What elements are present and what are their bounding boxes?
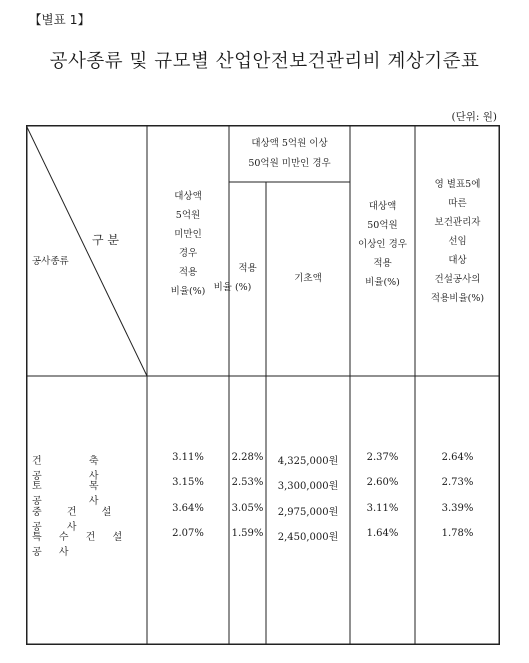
header-base-amount: 기초액: [294, 273, 322, 284]
cell-over50: 3.11%: [366, 503, 399, 514]
cell-base: 2,975,000원: [277, 507, 339, 518]
cell-base: 4,325,000원: [277, 456, 339, 467]
cell-rate: 3.05%: [231, 503, 264, 514]
cell-manager: 3.39%: [441, 503, 474, 514]
cell-under5: 3.64%: [172, 503, 204, 514]
header-group-5to50: 대상액 5억원 이상 50억원 미만인 경우: [248, 138, 331, 169]
row-name: 중 건 설 공 사: [32, 507, 123, 533]
cell-over50: 1.64%: [366, 528, 399, 539]
header-over50: 대상액 50억원 이상인 경우 적용 비율(%): [358, 201, 407, 288]
header-health-manager: 영 별표5에 따른 보건관리자 선임 대상 건설공사의 적용비율(%): [430, 179, 485, 304]
corner-label-top: 구 분: [92, 233, 119, 247]
cell-rate: 1.59%: [231, 528, 264, 539]
cell-under5: 2.07%: [172, 528, 204, 539]
cell-base: 2,450,000원: [277, 532, 339, 543]
row-name: 건 축 공 사: [32, 456, 121, 482]
cell-manager: 2.64%: [441, 452, 474, 463]
cell-under5: 3.11%: [172, 452, 204, 463]
corner-label-bottom: 공사종류: [32, 256, 69, 267]
cell-base: 3,300,000원: [277, 481, 339, 492]
header-under5: 대상액 5억원 미만인 경우 적용 비율(%): [170, 191, 206, 297]
cell-over50: 2.60%: [366, 477, 399, 488]
unit-note: (단위: 원): [451, 111, 497, 123]
cost-table: [26, 125, 500, 645]
page-title: 공사종류 및 규모별 산업안전보건관리비 계상기준표: [49, 51, 480, 72]
cell-rate: 2.28%: [231, 452, 264, 463]
corner-diagonal: [26, 125, 147, 376]
cell-rate: 2.53%: [231, 477, 264, 488]
row-name: 특 수 건 설 공 사: [32, 532, 130, 558]
cell-manager: 2.73%: [441, 477, 474, 488]
cell-under5: 3.15%: [172, 477, 204, 488]
header-rate: 적용 비율 (%): [213, 263, 257, 293]
cell-over50: 2.37%: [366, 452, 399, 463]
appendix-tag: 【별표 1】: [29, 12, 91, 27]
cell-manager: 1.78%: [441, 528, 474, 539]
row-name: 토 목 공 사: [32, 481, 121, 507]
